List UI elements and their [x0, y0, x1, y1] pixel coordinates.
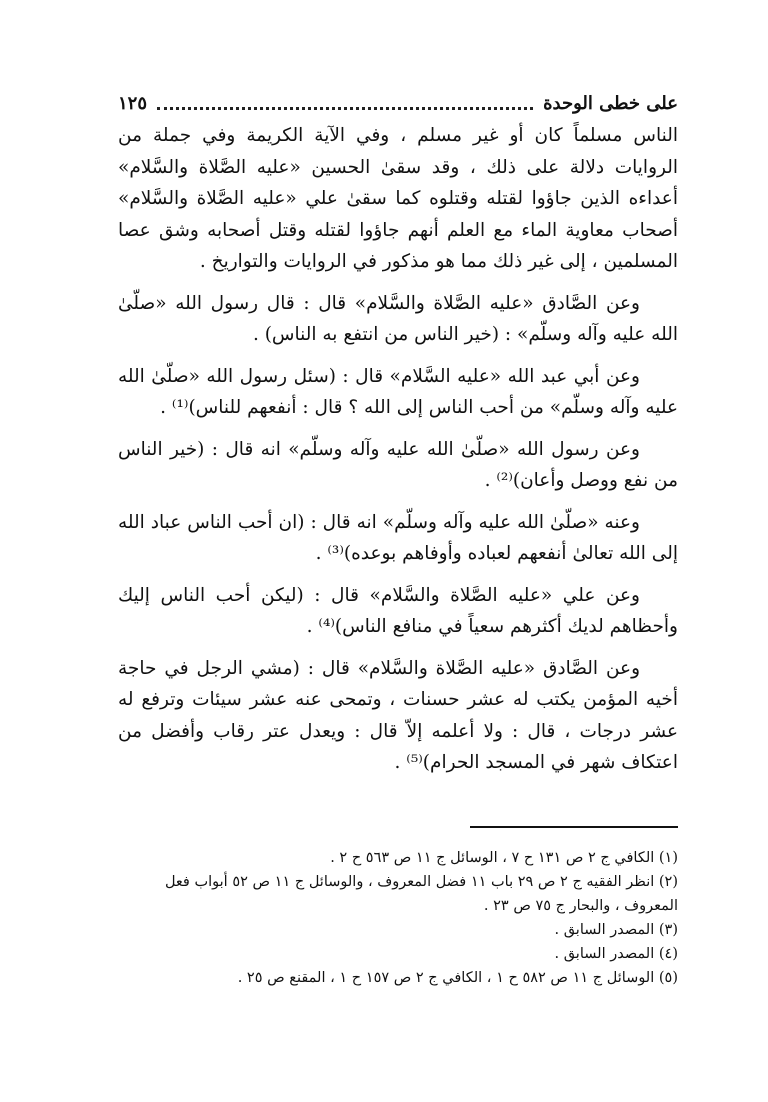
header-title: على خطى الوحدة: [543, 92, 678, 114]
paragraph: وعن رسول الله «صلّىٰ الله عليه وآله وسلّم» انه قال : (خير الناس من نفع ووصل وأعان)⁽²⁾ .: [118, 438, 678, 491]
paragraph: وعنه «صلّىٰ الله عليه وآله وسلّم» انه قال : (ان أحب الناس عباد الله إلى الله تعالىٰ أنفعهم لعباده وأوفاهم بوعده)⁽³⁾ .: [118, 511, 678, 564]
footnote: (٤) المصدر السابق .: [554, 946, 678, 962]
footnote: (٣) المصدر السابق .: [554, 922, 678, 938]
main-text: [118, 120, 678, 789]
footnote: (٢) انظر الفقيه ج ٢ ص ٢٩ باب ١١ فضل المعروف ، والوسائل ج ١١ ص ٥٢ أبواب فعل المعروف ، والبحار ج ٧٥ ص ٢٣ .: [164, 874, 678, 914]
footnote: (١) الكافي ج ٢ ص ١٣١ ح ٧ ، الوسائل ج ١١ ص ٥٦٣ ح ٢ .: [330, 850, 678, 866]
footnote: (٥) الوسائل ج ١١ ص ٥٨٢ ح ١ ، الكافي ج ٢ ص ١٥٧ ح ١ ، المقنع ص ٢٥ .: [237, 970, 678, 986]
paragraph: الناس مسلماً كان أو غير مسلم ، وفي الآية الكريمة وفي جملة من الروايات دلالة على ذلك ، وقد سقىٰ الحسين «عليه الصَّلاة والسَّلام» أعداءه الذين جاؤوا لقتله وقتلوه كما سقىٰ علي «عليه الصَّلاة والسَّلام» أصحاب معاوية الماء مع العلم أنهم جاؤوا لقتله وقتل أصحابه وشق عصا المسلمين ، إلى غير ذلك مما هو مذكور في الروايات والتواريخ .: [118, 125, 678, 272]
header-leader-dots: [157, 105, 533, 110]
running-header: [118, 88, 678, 118]
paragraph: وعن علي «عليه الصَّلاة والسَّلام» قال : (ليكن أحب الناس إليك وأحظاهم لديك أكثرهم سعياً في منافع الناس)⁽⁴⁾ .: [118, 584, 678, 637]
paragraph: وعن أبي عبد الله «عليه السَّلام» قال : (سئل رسول الله «صلّىٰ الله عليه وآله وسلّم» من أحب الناس إلى الله ؟ قال : أنفعهم للناس)⁽¹⁾ .: [118, 365, 678, 418]
footnote-separator: [470, 826, 678, 828]
page-number: ١٢٥: [118, 92, 148, 114]
footnotes: [118, 846, 678, 990]
paragraph: وعن الصَّادق «عليه الصَّلاة والسَّلام» قال : (مشي الرجل في حاجة أخيه المؤمن يكتب له عشر حسنات ، وتمحى عنه عشر سيئات وترفع له عشر درجات ، قال : ولا أعلمه إلاّ قال : ويعدل عتر رقاب وأفضل من اعتكاف شهر في المسجد الحرام)⁽⁵⁾ .: [118, 657, 678, 773]
paragraph: وعن الصَّادق «عليه الصَّلاة والسَّلام» قال : قال رسول الله «صلّىٰ الله عليه وآله وسلّم» : (خير الناس من انتفع به الناس) .: [118, 292, 678, 345]
